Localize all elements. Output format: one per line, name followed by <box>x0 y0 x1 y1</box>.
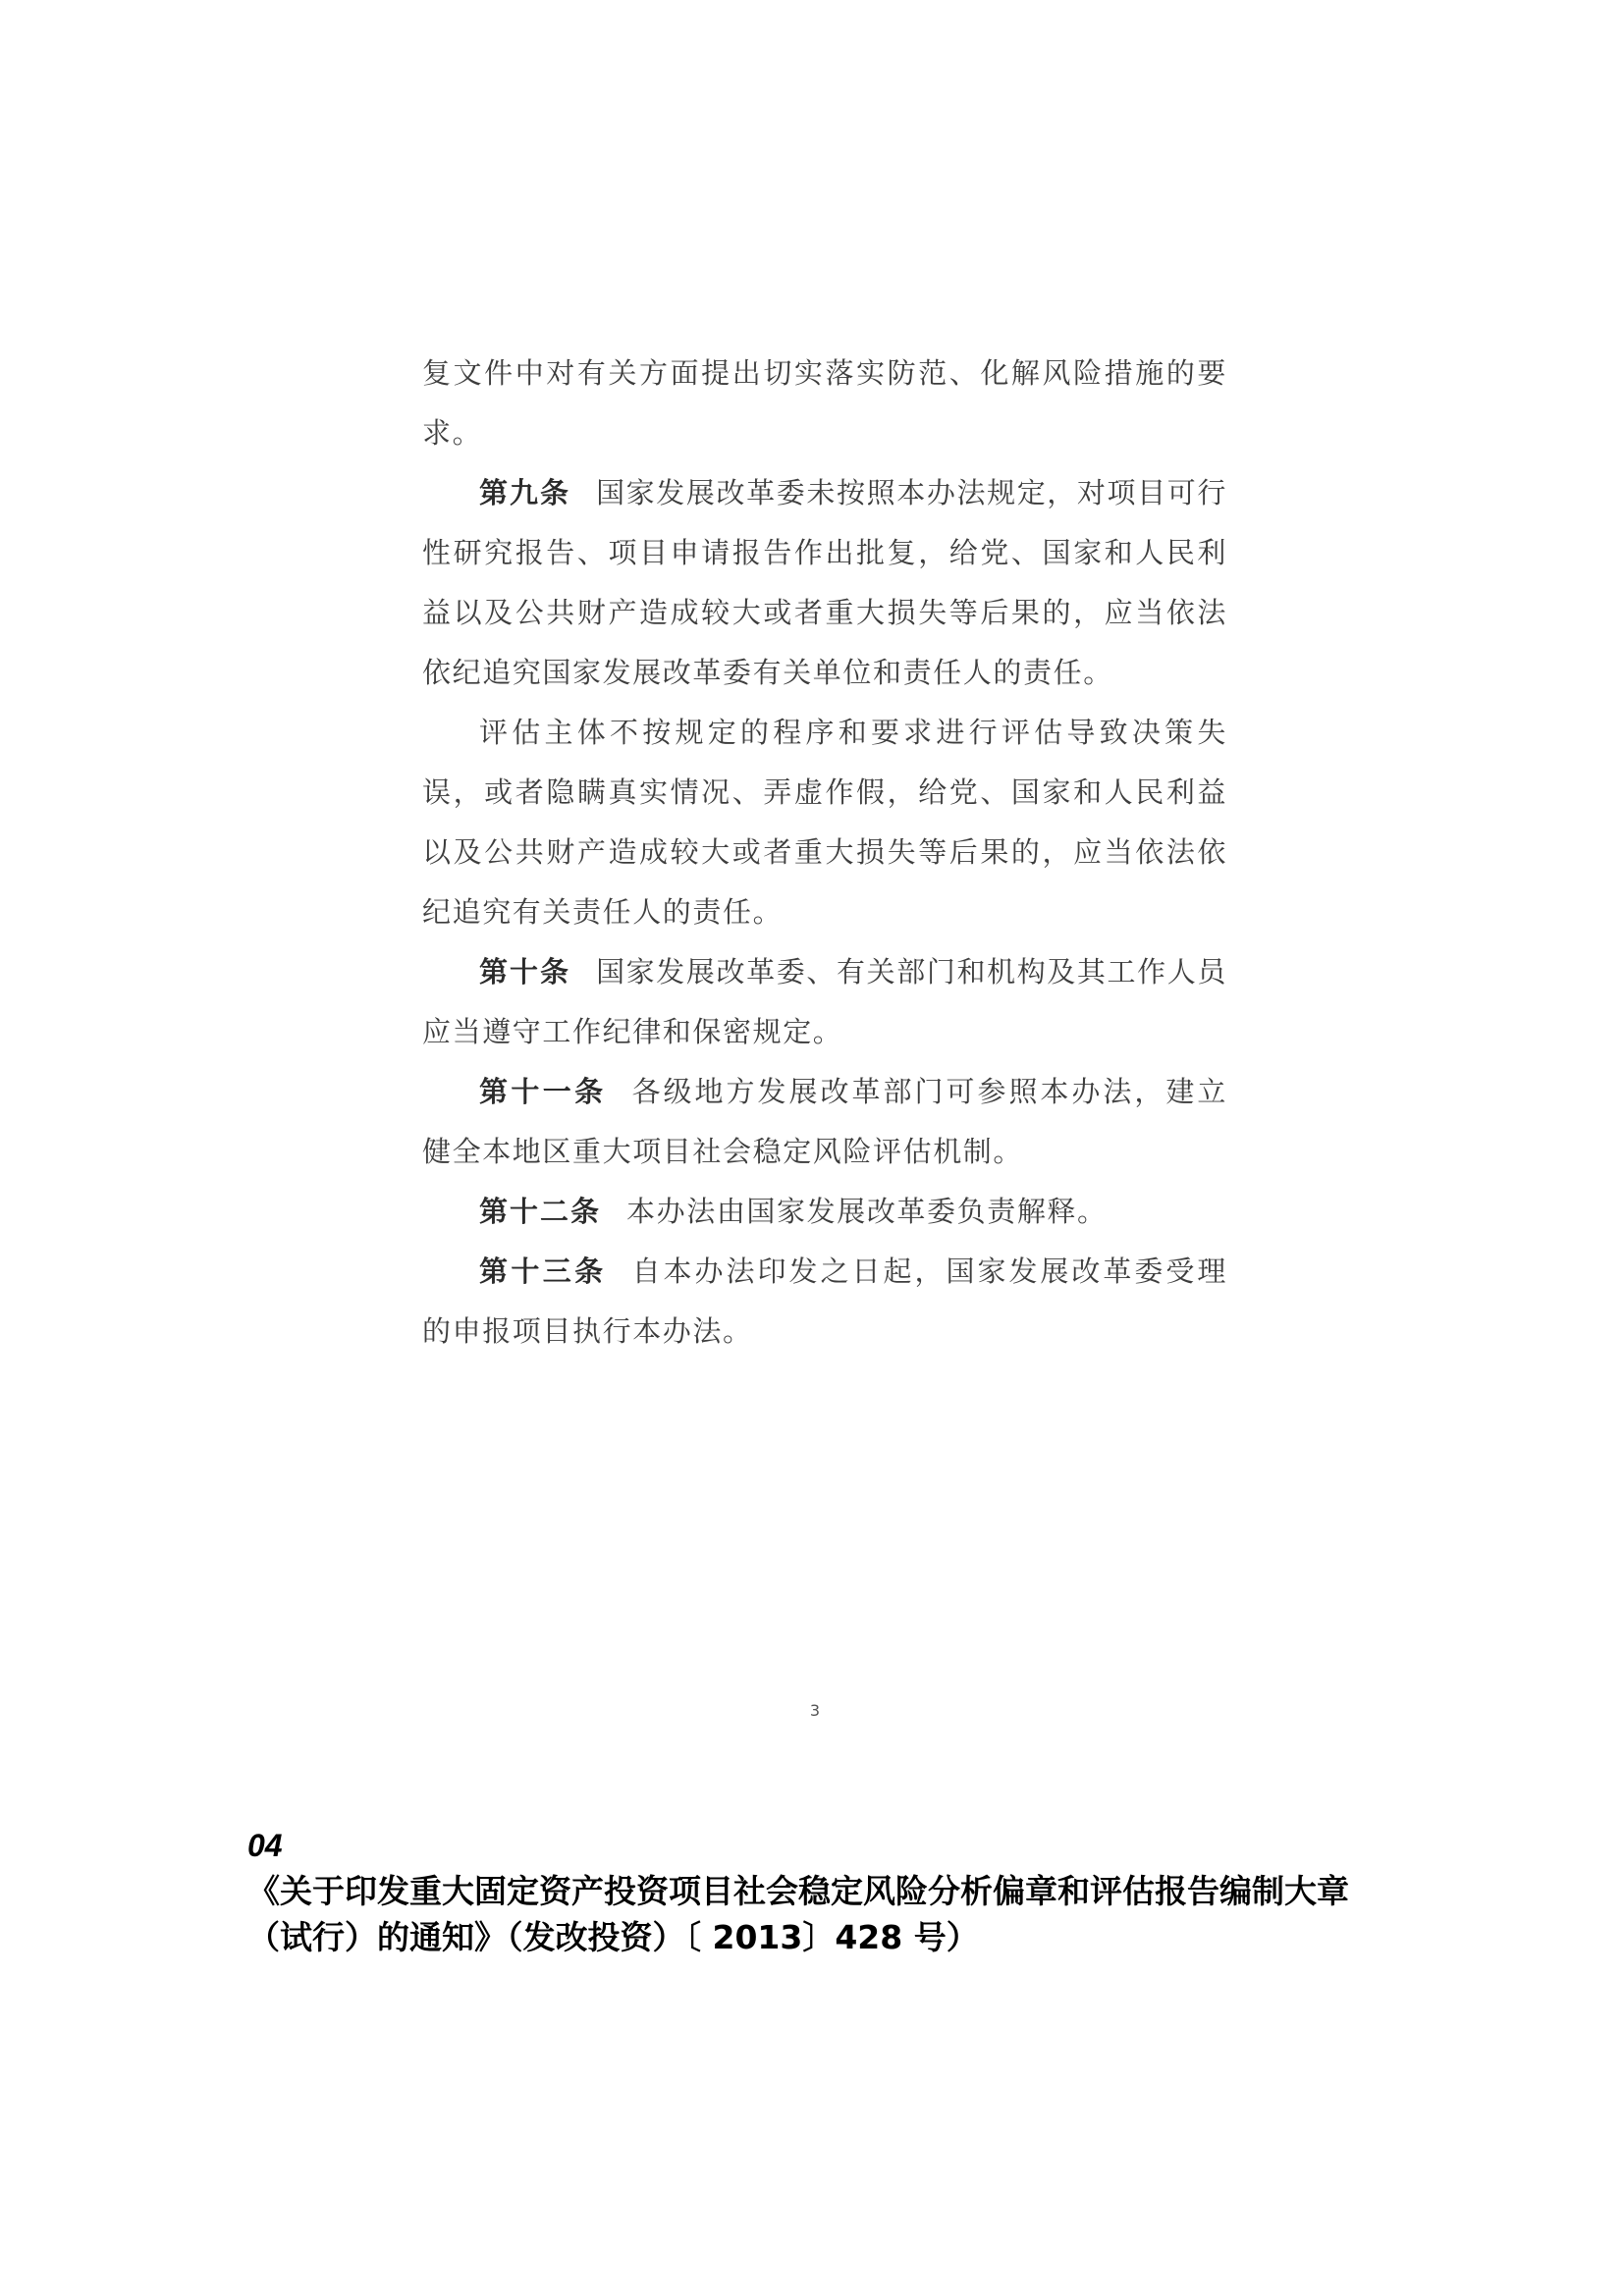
paragraph-continuation <box>422 344 1227 463</box>
paragraph-evaluation-subject <box>422 703 1227 942</box>
paragraph-text: 复文件中对有关方面提出切实落实防范、化解风险措施的要求。 <box>422 356 1227 450</box>
article-label: 第十条 <box>479 955 571 988</box>
section-number: 04 <box>247 1828 283 1863</box>
article-label: 第十一条 <box>479 1075 607 1108</box>
article-11 <box>422 1062 1227 1182</box>
article-10 <box>422 942 1227 1062</box>
article-13 <box>422 1242 1227 1362</box>
article-label: 第九条 <box>479 476 571 509</box>
article-9 <box>422 463 1227 703</box>
section-title: 《关于印发重大固定资产投资项目社会稳定风险分析偏章和评估报告编制大章（试行）的通知》（发改投资）〔 2013〕428 号） <box>247 1872 1349 1956</box>
paragraph-text: 评估主体不按规定的程序和要求进行评估导致决策失误，或者隐瞒真实情况、弄虚作假，给党、国家和人民利益以及公共财产造成较大或者重大损失等后果的，应当依法依纪追究有关责任人的责任。 <box>422 716 1227 929</box>
article-text: 国家发展改革委、有关部门和机构及其工作人员应当遵守工作纪律和保密规定。 <box>422 955 1227 1048</box>
article-label: 第十二条 <box>479 1195 602 1228</box>
article-text: 本办法由国家发展改革委负责解释。 <box>626 1195 1108 1228</box>
article-12 <box>422 1182 1227 1242</box>
article-text: 国家发展改革委未按照本办法规定，对项目可行性研究报告、项目申请报告作出批复，给党、国家和人民利益以及公共财产造成较大或者重大损失等后果的，应当依法依纪追究国家发展改革委有关单位和责任人的责任。 <box>422 476 1227 689</box>
scanned-document-body <box>422 344 1227 1362</box>
article-text: 各级地方发展改革部门可参照本办法，建立健全本地区重大项目社会稳定风险评估机制。 <box>422 1075 1227 1168</box>
article-label: 第十三条 <box>479 1255 607 1288</box>
article-text: 自本办法印发之日起，国家发展改革委受理的申报项目执行本办法。 <box>422 1255 1227 1348</box>
page-number: 3 <box>809 1701 821 1720</box>
